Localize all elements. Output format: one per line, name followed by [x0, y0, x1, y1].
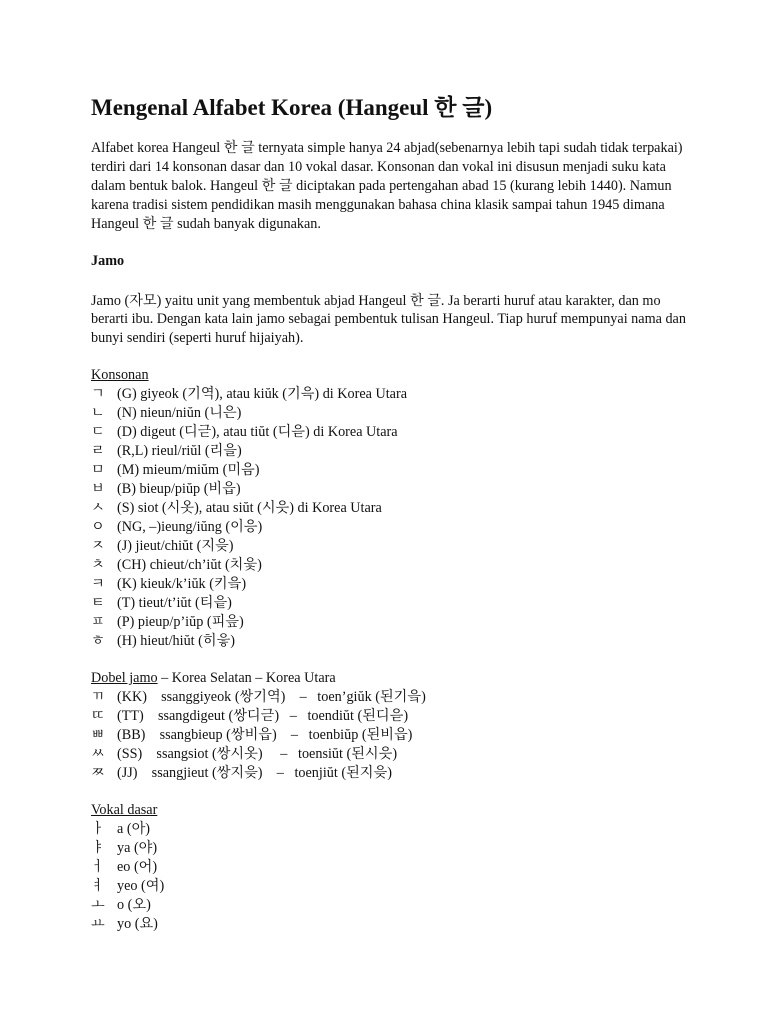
konsonan-list — [91, 385, 688, 651]
konsonan-text: (S) siot (시옷), atau siŭt (시읏) di Korea Utara — [117, 500, 382, 517]
dobel-item — [91, 726, 688, 745]
konsonan-text: (H) hieut/hiŭt (히읗) — [117, 633, 236, 650]
vokal-item — [91, 858, 688, 877]
konsonan-glyph: ㅈ — [91, 538, 105, 555]
dobel-text: (BB) ssangbieup (쌍비읍) – toenbiŭp (된비읍) — [117, 727, 413, 744]
dobel-item — [91, 688, 688, 707]
vokal-glyph: ㅕ — [91, 878, 105, 895]
vokal-section — [91, 801, 688, 934]
vokal-glyph: ㅓ — [91, 859, 105, 876]
dobel-glyph: ㄸ — [91, 708, 105, 725]
vokal-item — [91, 820, 688, 839]
vokal-text: a (아) — [117, 821, 150, 838]
dobel-title: Dobel jamo — [91, 670, 158, 687]
konsonan-text: (G) giyeok (기역), atau kiŭk (기윽) di Korea Utara — [117, 386, 408, 403]
intro-paragraph: Alfabet korea Hangeul 한 글 ternyata simple hanya 24 abjad(sebenarnya lebih tapi sudah tidak terpakai) terdiri dari 14 konsonan dasar dan 10 vokal dasar. Konsonan dan vokal ini disusun menjadi suku kata dalam bentuk balok. Hangeul 한 글 diciptakan pada pertengahan abad 15 (kurang lebih 1440). Namun karena tradisi sistem pendidikan masih menggunakan bahasa china klasik sampai tahun 1945 dimana Hangeul 한 글 sudah banyak digunakan. — [91, 140, 683, 232]
dobel-item — [91, 745, 688, 764]
konsonan-title: Konsonan — [91, 367, 149, 384]
konsonan-text: (N) nieun/niŭn (니은) — [117, 405, 242, 422]
konsonan-item — [91, 613, 688, 632]
dobel-item — [91, 707, 688, 726]
jamo-heading: Jamo — [91, 252, 125, 269]
konsonan-item — [91, 461, 688, 480]
konsonan-item — [91, 480, 688, 499]
vokal-item — [91, 896, 688, 915]
dobel-text: (SS) ssangsiot (쌍시옷) – toensiŭt (된시읏) — [117, 746, 398, 763]
document-title: Mengenal Alfabet Korea (Hangeul 한 글) — [91, 95, 493, 120]
konsonan-glyph: ㄷ — [91, 424, 105, 441]
vokal-glyph: ㅏ — [91, 821, 105, 838]
konsonan-item — [91, 442, 688, 461]
konsonan-glyph: ㄱ — [91, 386, 105, 403]
vokal-glyph: ㅑ — [91, 840, 105, 857]
dobel-list — [91, 688, 688, 783]
konsonan-glyph: ㅎ — [91, 633, 105, 650]
vokal-item — [91, 915, 688, 934]
konsonan-glyph: ㅇ — [91, 519, 105, 536]
konsonan-text: (R,L) rieul/riŭl (리을) — [117, 443, 242, 460]
dobel-glyph: ㅆ — [91, 746, 105, 763]
konsonan-text: (T) tieut/t’iŭt (티읕) — [117, 595, 232, 612]
dobel-text: (JJ) ssangjieut (쌍지읒) – toenjiŭt (된지읒) — [117, 765, 392, 782]
konsonan-glyph: ㅌ — [91, 595, 105, 612]
konsonan-item — [91, 518, 688, 537]
jamo-paragraph: Jamo (자모) yaitu unit yang membentuk abjad Hangeul 한 글. Ja berarti huruf atau karakter, dan mo berarti ibu. Dengan kata lain jamo sebagai pembentuk tulisan Hangeul. Tiap huruf mempunyai nama dan bunyi sendiri (seperti huruf hijaiyah). — [91, 292, 686, 347]
konsonan-item — [91, 499, 688, 518]
konsonan-item — [91, 404, 688, 423]
vokal-text: yeo (여) — [117, 878, 165, 895]
dobel-glyph: ㅃ — [91, 727, 105, 744]
konsonan-text: (NG, –)ieung/iŭng (이응) — [117, 519, 263, 536]
konsonan-glyph: ㅋ — [91, 576, 105, 593]
konsonan-item — [91, 423, 688, 442]
dobel-section — [91, 669, 688, 783]
konsonan-text: (P) pieup/p’iŭp (피읖) — [117, 614, 244, 631]
vokal-text: ya (야) — [117, 840, 158, 857]
konsonan-text: (M) mieum/miŭm (미음) — [117, 462, 260, 479]
konsonan-item — [91, 632, 688, 651]
konsonan-text: (J) jieut/chiŭt (지읒) — [117, 538, 234, 555]
vokal-text: o (오) — [117, 897, 151, 914]
konsonan-glyph: ㅍ — [91, 614, 105, 631]
konsonan-item — [91, 385, 688, 404]
vokal-glyph: ㅛ — [91, 916, 105, 933]
vokal-text: eo (어) — [117, 859, 158, 876]
konsonan-glyph: ㅂ — [91, 481, 105, 498]
konsonan-glyph: ㄹ — [91, 443, 105, 460]
konsonan-text: (B) bieup/piŭp (비읍) — [117, 481, 241, 498]
vokal-glyph: ㅗ — [91, 897, 105, 914]
konsonan-text: (K) kieuk/k’iŭk (키읔) — [117, 576, 247, 593]
konsonan-item — [91, 594, 688, 613]
dobel-text: (KK) ssanggiyeok (쌍기역) – toen’giŭk (된기읔) — [117, 689, 426, 706]
dobel-glyph: ㄲ — [91, 689, 105, 706]
vokal-item — [91, 877, 688, 896]
dobel-item — [91, 764, 688, 783]
dobel-text: (TT) ssangdigeut (쌍디귿) – toendiŭt (된디읃) — [117, 708, 409, 725]
vokal-text: yo (요) — [117, 916, 158, 933]
konsonan-item — [91, 537, 688, 556]
konsonan-item — [91, 556, 688, 575]
konsonan-glyph: ㅊ — [91, 557, 105, 574]
konsonan-item — [91, 575, 688, 594]
konsonan-glyph: ㅅ — [91, 500, 105, 517]
vokal-item — [91, 839, 688, 858]
konsonan-text: (CH) chieut/ch’iŭt (치읓) — [117, 557, 262, 574]
konsonan-text: (D) digeut (디귿), atau tiŭt (디읃) di Korea Utara — [117, 424, 398, 441]
konsonan-glyph: ㄴ — [91, 405, 105, 422]
vokal-list — [91, 820, 688, 934]
dobel-glyph: ㅉ — [91, 765, 105, 782]
konsonan-section — [91, 366, 688, 651]
konsonan-glyph: ㅁ — [91, 462, 105, 479]
dobel-subtitle: – Korea Selatan – Korea Utara — [157, 670, 336, 687]
vokal-title: Vokal dasar — [91, 802, 158, 819]
